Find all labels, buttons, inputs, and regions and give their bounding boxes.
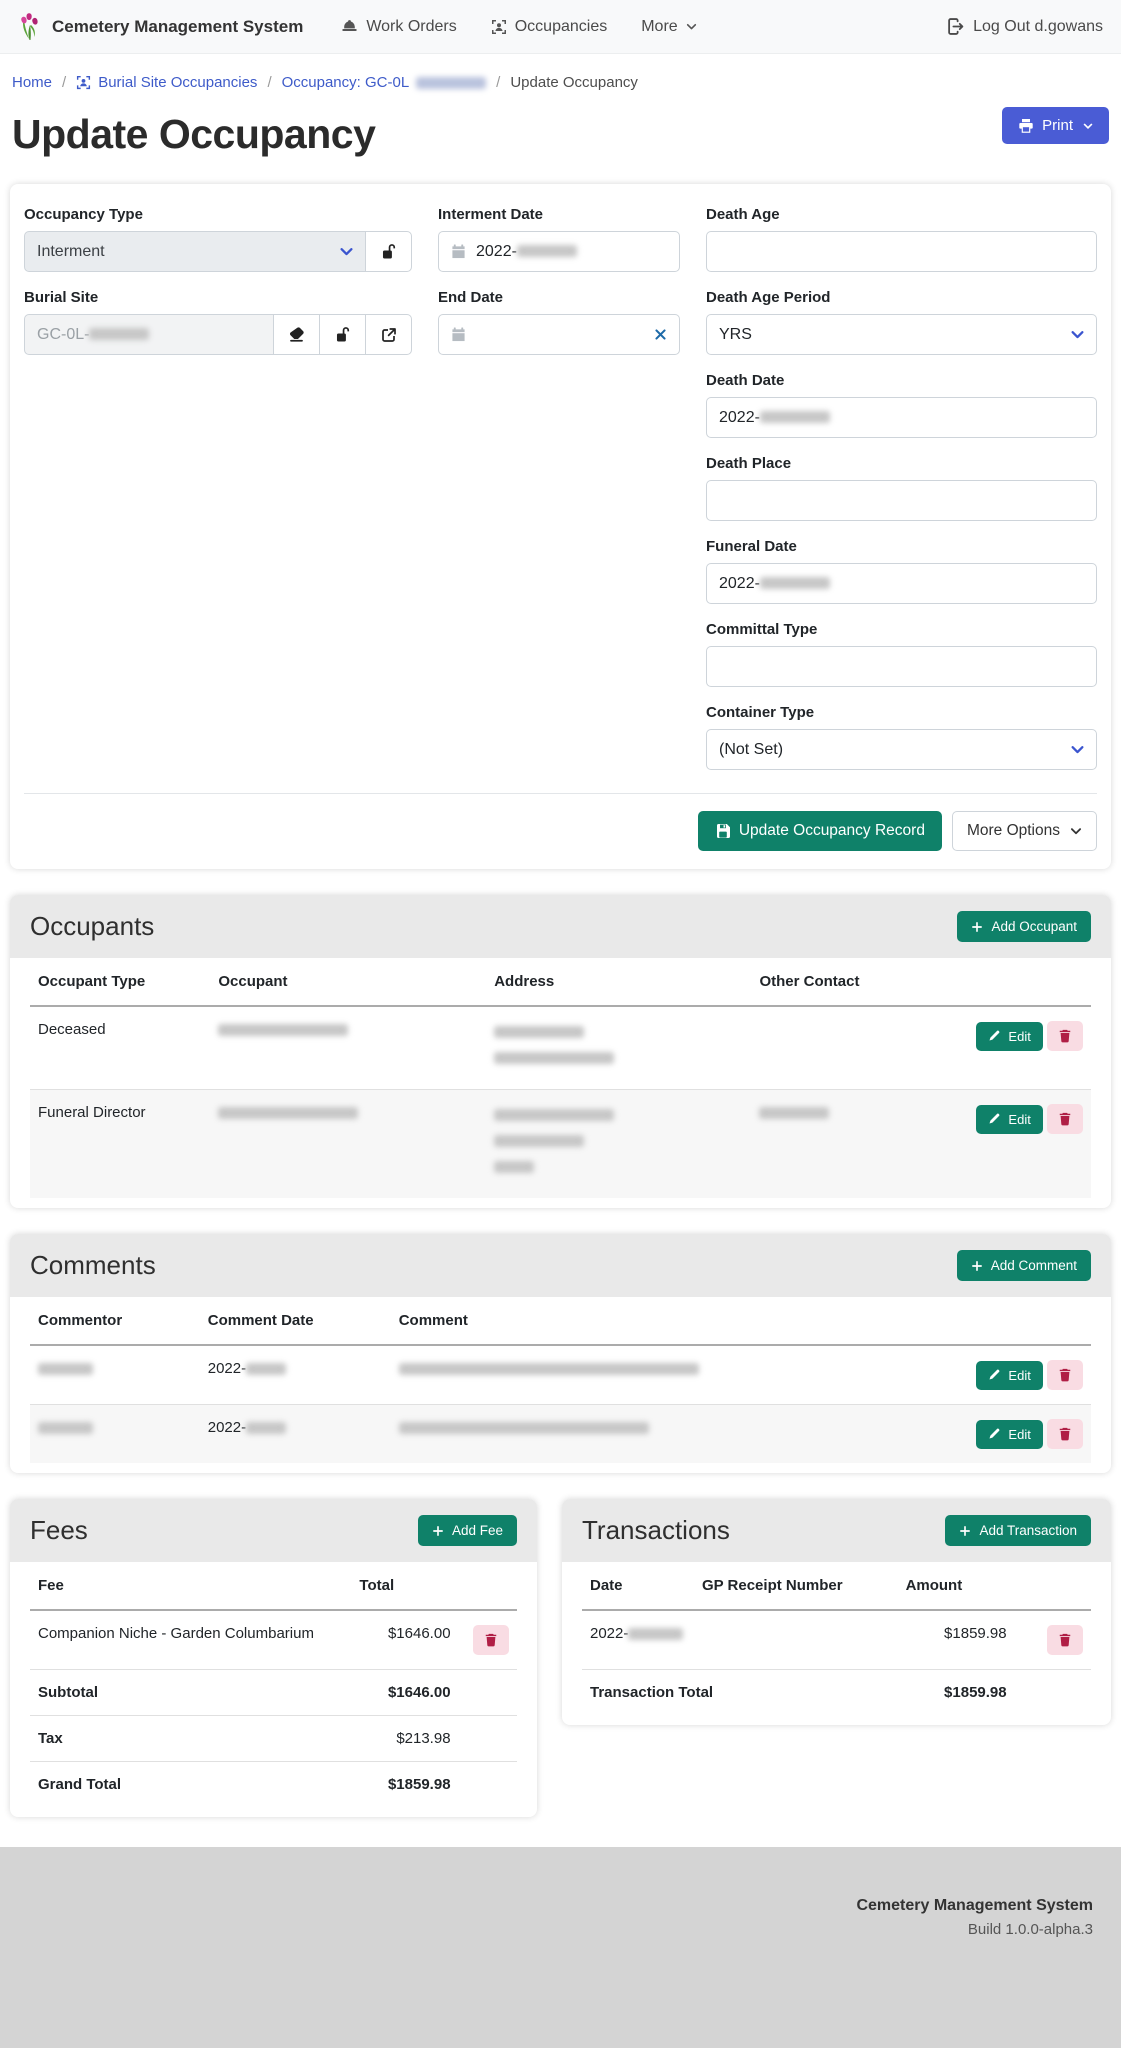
more-options-button[interactable] bbox=[952, 811, 1097, 851]
breadcrumb bbox=[0, 54, 1121, 97]
col-total: Total bbox=[351, 1562, 458, 1610]
tulip-logo-icon bbox=[18, 13, 42, 41]
chevron-down-icon bbox=[686, 21, 697, 32]
calendar-icon bbox=[451, 244, 466, 259]
add-fee-label: Add Fee bbox=[451, 1523, 503, 1538]
add-occupant-button[interactable] bbox=[957, 911, 1091, 942]
calendar-icon bbox=[451, 327, 466, 342]
add-transaction-button[interactable] bbox=[945, 1515, 1091, 1546]
occupant-row bbox=[30, 1090, 1091, 1199]
fees-title: Fees bbox=[30, 1515, 88, 1545]
nav-occupancies-label: Occupancies bbox=[514, 17, 608, 35]
occupant-type-cell: Deceased bbox=[30, 1006, 210, 1090]
col-occupant-type: Occupant Type bbox=[30, 958, 210, 1006]
occupant-name-cell bbox=[210, 1006, 486, 1090]
breadcrumb-occupancy[interactable]: Occupancy: GC-0L bbox=[282, 74, 487, 91]
add-comment-label: Add Comment bbox=[990, 1258, 1077, 1273]
external-link-icon bbox=[381, 327, 397, 343]
fees-subtotal-row: Subtotal $1646.00 bbox=[30, 1670, 517, 1716]
interment-date-input[interactable]: 2022- bbox=[438, 231, 680, 272]
nav-work-orders[interactable] bbox=[341, 18, 456, 36]
caret-down-icon bbox=[1083, 121, 1093, 131]
occupants-card bbox=[10, 895, 1111, 1208]
nav-more-label: More bbox=[641, 17, 678, 35]
occupant-type-cell: Funeral Director bbox=[30, 1090, 210, 1199]
burial-site-label: Burial Site bbox=[24, 289, 99, 306]
col-comment-date: Comment Date bbox=[200, 1297, 391, 1345]
transaction-amount-cell: $1859.98 bbox=[898, 1610, 1015, 1670]
more-options-label: More Options bbox=[966, 822, 1060, 839]
edit-comment-button[interactable]: Edit bbox=[976, 1420, 1042, 1449]
fee-row bbox=[30, 1610, 517, 1670]
eraser-icon bbox=[288, 326, 305, 343]
printer-icon bbox=[1018, 118, 1034, 134]
fees-grand-total-value: $1859.98 bbox=[387, 1776, 451, 1793]
trash-icon bbox=[1058, 1029, 1072, 1043]
comment-row bbox=[30, 1405, 1091, 1464]
transaction-row bbox=[582, 1610, 1091, 1670]
comment-date-cell: 2022- bbox=[200, 1405, 391, 1464]
fees-tax-value: $213.98 bbox=[351, 1716, 458, 1762]
occupancy-form-card bbox=[10, 184, 1111, 869]
unlock-occupancy-type-button[interactable] bbox=[365, 231, 412, 272]
delete-occupant-button[interactable] bbox=[1047, 1021, 1083, 1051]
transaction-total-value: $1859.98 bbox=[944, 1684, 1007, 1701]
breadcrumb-separator: / bbox=[62, 74, 67, 91]
print-label: Print bbox=[1042, 117, 1073, 134]
person-frame-icon bbox=[76, 75, 91, 90]
end-date-input[interactable] bbox=[438, 314, 680, 355]
death-age-label: Death Age bbox=[706, 206, 780, 223]
pencil-icon bbox=[988, 1113, 1000, 1125]
nav-more[interactable] bbox=[641, 18, 696, 36]
occupants-table bbox=[30, 958, 1091, 1198]
comment-cell bbox=[391, 1405, 932, 1464]
funeral-date-input[interactable]: 2022- bbox=[706, 563, 1097, 604]
fees-card bbox=[10, 1499, 537, 1817]
delete-transaction-button[interactable] bbox=[1047, 1625, 1083, 1655]
breadcrumb-separator: / bbox=[496, 74, 501, 91]
col-date: Date bbox=[582, 1562, 694, 1610]
footer-build-version: Build 1.0.0-alpha.3 bbox=[967, 1921, 1093, 1938]
transactions-card bbox=[562, 1499, 1111, 1725]
plus-icon bbox=[432, 1525, 444, 1537]
logout-label: Log Out d.gowans bbox=[973, 17, 1103, 35]
fees-table bbox=[30, 1562, 517, 1807]
footer-app-name: Cemetery Management System bbox=[856, 1897, 1093, 1914]
add-comment-button[interactable] bbox=[957, 1250, 1091, 1281]
comment-cell bbox=[391, 1345, 932, 1405]
transaction-receipt-cell bbox=[694, 1610, 898, 1670]
delete-comment-button[interactable] bbox=[1047, 1419, 1083, 1449]
clear-burial-site-button[interactable] bbox=[273, 314, 320, 355]
occupant-contact-cell bbox=[751, 1006, 953, 1090]
unlock-icon bbox=[334, 326, 351, 343]
update-occupancy-record-button[interactable] bbox=[698, 811, 942, 851]
transactions-table bbox=[582, 1562, 1091, 1715]
col-comment: Comment bbox=[391, 1297, 932, 1345]
death-date-label: Death Date bbox=[706, 372, 785, 389]
occupants-title: Occupants bbox=[30, 911, 155, 941]
nav-links bbox=[341, 18, 696, 36]
add-fee-button[interactable] bbox=[418, 1515, 517, 1546]
col-gp-receipt: GP Receipt Number bbox=[694, 1562, 898, 1610]
unlock-icon bbox=[380, 243, 397, 260]
trash-icon bbox=[1058, 1633, 1072, 1647]
unlock-burial-site-button[interactable] bbox=[319, 314, 366, 355]
col-other-contact: Other Contact bbox=[751, 958, 953, 1006]
comment-row bbox=[30, 1345, 1091, 1405]
chevron-down-icon bbox=[1070, 825, 1082, 837]
pencil-icon bbox=[988, 1369, 1000, 1381]
fees-grand-total-row: Grand Total $1859.98 bbox=[30, 1762, 517, 1808]
edit-occupant-button[interactable]: Edit bbox=[976, 1022, 1042, 1051]
fees-tax-row: Tax $213.98 bbox=[30, 1716, 517, 1762]
col-commentor: Commentor bbox=[30, 1297, 200, 1345]
pencil-icon bbox=[988, 1030, 1000, 1042]
redacted-funeral-date bbox=[760, 577, 830, 589]
commentor-cell bbox=[30, 1345, 200, 1405]
death-age-input[interactable] bbox=[706, 231, 1097, 272]
logout-icon bbox=[947, 18, 964, 35]
redacted-interment-date bbox=[517, 245, 577, 257]
chevron-down-icon bbox=[1071, 328, 1084, 341]
plus-icon bbox=[971, 921, 983, 933]
add-occupant-label: Add Occupant bbox=[991, 919, 1077, 934]
death-age-period-select[interactable]: YRS bbox=[706, 314, 1097, 355]
burial-site-input[interactable]: GC-0L- bbox=[24, 314, 274, 355]
redacted-burial-site-id bbox=[89, 328, 149, 340]
nav-work-orders-label: Work Orders bbox=[366, 17, 457, 35]
death-place-label: Death Place bbox=[706, 455, 792, 472]
update-occupancy-record-label: Update Occupancy Record bbox=[738, 822, 925, 839]
nav-occupancies[interactable] bbox=[491, 18, 608, 36]
page-title: Update Occupancy bbox=[12, 111, 376, 157]
occupancy-type-select[interactable]: Interment bbox=[24, 231, 366, 272]
col-amount: Amount bbox=[898, 1562, 1015, 1610]
chevron-down-icon bbox=[1071, 743, 1084, 756]
occupancy-type-label: Occupancy Type bbox=[24, 206, 143, 223]
comments-table bbox=[30, 1297, 1091, 1463]
committal-type-input[interactable] bbox=[706, 646, 1097, 687]
logout-button[interactable] bbox=[947, 18, 1103, 36]
delete-occupant-button[interactable] bbox=[1047, 1104, 1083, 1134]
breadcrumb-current: Update Occupancy bbox=[510, 74, 638, 91]
plus-icon bbox=[971, 1260, 983, 1272]
death-date-input[interactable]: 2022- bbox=[706, 397, 1097, 438]
delete-comment-button[interactable] bbox=[1047, 1360, 1083, 1390]
comment-date-cell: 2022- bbox=[200, 1345, 391, 1405]
breadcrumb-home[interactable]: Home bbox=[12, 74, 53, 91]
save-icon bbox=[715, 823, 731, 839]
end-date-label: End Date bbox=[438, 289, 504, 306]
occupant-name-cell bbox=[210, 1090, 486, 1199]
breadcrumb-separator: / bbox=[267, 74, 272, 91]
page-footer bbox=[0, 1847, 1121, 2048]
edit-comment-button[interactable]: Edit bbox=[976, 1361, 1042, 1390]
brand-link[interactable] bbox=[18, 13, 303, 41]
breadcrumb-burial-site-occupancies[interactable]: Burial Site Occupancies bbox=[76, 74, 257, 91]
occupant-address-cell bbox=[486, 1090, 751, 1199]
clear-end-date-icon[interactable] bbox=[654, 328, 667, 341]
person-frame-icon bbox=[491, 19, 507, 35]
occupant-row bbox=[30, 1006, 1091, 1090]
trash-icon bbox=[484, 1633, 498, 1647]
container-type-label: Container Type bbox=[706, 704, 815, 721]
open-burial-site-button[interactable] bbox=[365, 314, 412, 355]
fee-total-cell: $1646.00 bbox=[351, 1610, 458, 1670]
interment-date-label: Interment Date bbox=[438, 206, 544, 223]
brand-title: Cemetery Management System bbox=[52, 16, 304, 36]
plus-icon bbox=[959, 1525, 971, 1537]
death-age-period-label: Death Age Period bbox=[706, 289, 831, 306]
committal-type-label: Committal Type bbox=[706, 621, 818, 638]
top-navbar bbox=[0, 0, 1121, 54]
hard-hat-icon bbox=[341, 18, 358, 35]
funeral-date-label: Funeral Date bbox=[706, 538, 797, 555]
col-address: Address bbox=[486, 958, 751, 1006]
pencil-icon bbox=[988, 1428, 1000, 1440]
redacted-death-date bbox=[760, 411, 830, 423]
commentor-cell bbox=[30, 1405, 200, 1464]
print-button[interactable] bbox=[1002, 107, 1109, 144]
comments-card bbox=[10, 1234, 1111, 1473]
transaction-date-cell: 2022- bbox=[582, 1610, 694, 1670]
redacted-occupancy-id bbox=[416, 77, 486, 89]
comments-title: Comments bbox=[30, 1250, 156, 1280]
trash-icon bbox=[1058, 1112, 1072, 1126]
delete-fee-button[interactable] bbox=[473, 1625, 509, 1655]
add-transaction-label: Add Transaction bbox=[979, 1523, 1077, 1538]
edit-occupant-button[interactable]: Edit bbox=[976, 1105, 1042, 1134]
death-place-input[interactable] bbox=[706, 480, 1097, 521]
chevron-down-icon bbox=[340, 245, 353, 258]
col-occupant: Occupant bbox=[210, 958, 486, 1006]
trash-icon bbox=[1058, 1427, 1072, 1441]
fees-subtotal-value: $1646.00 bbox=[351, 1670, 458, 1716]
col-fee: Fee bbox=[30, 1562, 351, 1610]
fee-name-cell: Companion Niche - Garden Columbarium bbox=[30, 1610, 351, 1670]
transaction-total-row: Transaction Total $1859.98 bbox=[582, 1670, 1091, 1716]
container-type-select[interactable]: (Not Set) bbox=[706, 729, 1097, 770]
occupant-contact-cell bbox=[751, 1090, 953, 1199]
trash-icon bbox=[1058, 1368, 1072, 1382]
occupant-address-cell bbox=[486, 1006, 751, 1090]
transactions-title: Transactions bbox=[582, 1515, 730, 1545]
